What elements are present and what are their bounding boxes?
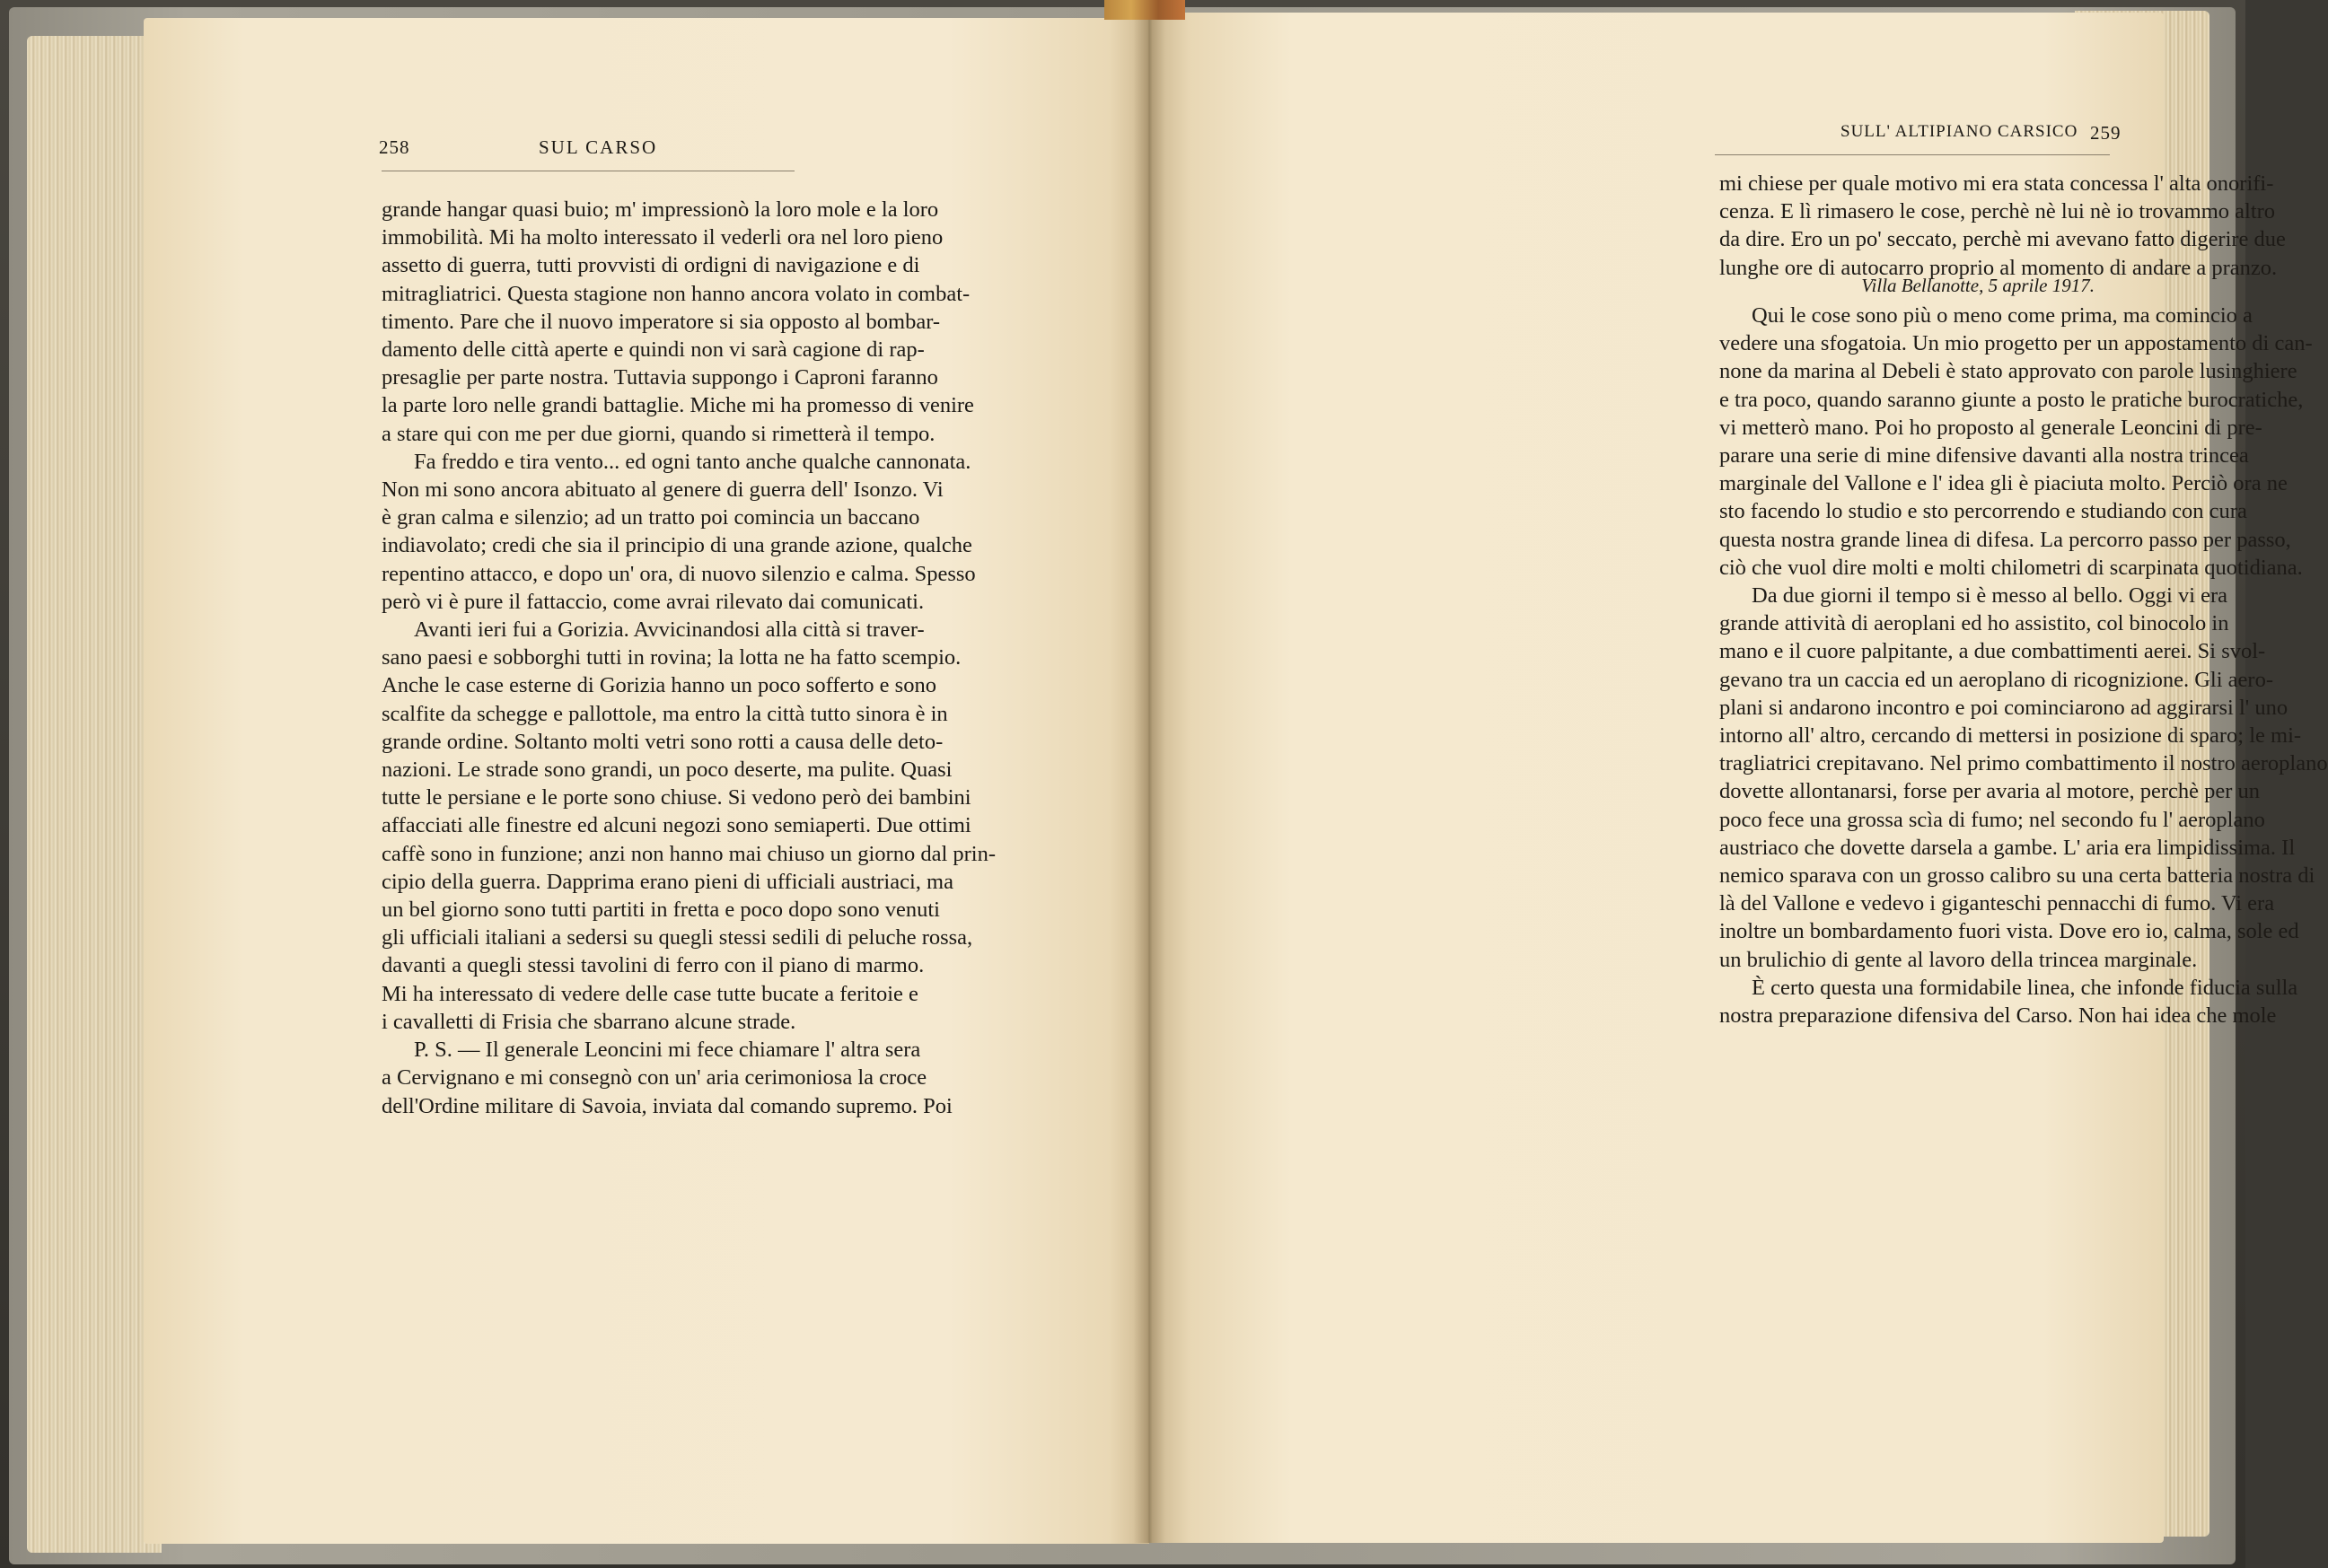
text-line: nazioni. Le strade sono grandi, un poco deserte, ma pulite. Quasi (382, 758, 953, 783)
text-line: indiavolato; credi che sia il principio di una grande azione, qualche (382, 533, 972, 558)
text-line: vi metterò mano. Poi ho proposto al generale Leoncini di pre- (1719, 415, 2262, 440)
right-running-head: SULL' ALTIPIANO CARSICO (1840, 122, 2078, 141)
right-page-number: 259 (2090, 122, 2122, 144)
left-body-text (382, 196, 997, 1120)
text-line: Avanti ieri fui a Gorizia. Avvicinandosi alla città si traver- (414, 618, 925, 643)
right-body-text-top (1719, 170, 2286, 282)
text-line: nemico sparava con un grosso calibro su una certa batteria nostra di (1719, 863, 2315, 889)
text-line: però vi è pure il fattaccio, come avrai rilevato dai comunicati. (382, 589, 925, 614)
text-line: Da due giorni il tempo si è messo al bello. Oggi vi era (1752, 583, 2228, 609)
paragraph (1719, 582, 2328, 974)
text-line: marginale del Vallone e l' idea gli è piaciuta molto. Perciò ora ne (1719, 471, 2288, 496)
left-page (144, 18, 1149, 1544)
text-line: grande attività di aeroplani ed ho assistito, col binocolo in (1719, 611, 2229, 636)
paragraph (382, 448, 976, 616)
text-line: grande hangar quasi buio; m' impressionò la loro mole e la loro (382, 197, 939, 222)
text-line: mano e il cuore palpitante, a due combattimenti aerei. Si svol- (1719, 639, 2266, 664)
text-line: Qui le cose sono più o meno come prima, ma comincio a (1752, 303, 2253, 328)
text-line: presaglie per parte nostra. Tuttavia suppongo i Caproni faranno (382, 365, 938, 390)
text-line: e tra poco, quando saranno giunte a posto le pratiche burocratiche, (1719, 387, 2304, 412)
text-line: Fa freddo e tira vento... ed ogni tanto anche qualche cannonata. (414, 449, 971, 474)
paragraph (382, 616, 997, 1036)
text-line: austriaco che dovette darsela a gambe. L' aria era limpidissima. Il (1719, 835, 2296, 860)
text-line: gevano tra un caccia ed un aeroplano di ricognizione. Gli aero- (1719, 667, 2273, 692)
paragraph (1719, 302, 2313, 582)
text-line: affacciati alle finestre ed alcuni negozi sono semiaperti. Due ottimi (382, 813, 971, 838)
text-line: È certo questa una formidabile linea, che infonde fiducia sulla (1752, 975, 2298, 1000)
text-line: tutte le persiane e le porte sono chiuse. Si vedono però dei bambini (382, 785, 971, 810)
text-line: da dire. Ero un po' seccato, perchè mi avevano fatto digerire due (1719, 227, 2286, 252)
text-line: caffè sono in funzione; anzi non hanno mai chiuso un giorno dal prin- (382, 841, 997, 866)
text-line: a Cervignano e mi consegnò con un' aria cerimoniosa la croce (382, 1065, 927, 1091)
text-line: un brulichio di gente al lavoro della trincea marginale. (1719, 947, 2198, 972)
left-fore-edge (27, 36, 162, 1553)
gutter-shadow (1133, 13, 1165, 1543)
text-line: intorno all' altro, cercando di mettersi in posizione di sparo; le mi- (1719, 723, 2302, 749)
text-line: sano paesi e sobborghi tutti in rovina; la lotta ne ha fatto scempio. (382, 645, 962, 670)
text-line: a stare qui con me per due giorni, quando si rimetterà il tempo. (382, 421, 936, 446)
text-line: cipio della guerra. Dapprima erano pieni di ufficiali austriaci, ma (382, 869, 953, 894)
text-line: questa nostra grande linea di difesa. La percorro passo per passo, (1719, 527, 2291, 552)
right-header-rule (1715, 154, 2110, 155)
paragraph (1719, 974, 2298, 1029)
text-line: ciò che vuol dire molti e molti chilometri di scarpinata quotidiana. (1719, 555, 2303, 580)
text-line: gli ufficiali italiani a sedersi su quegli stessi sedili di peluche rossa, (382, 925, 973, 950)
text-line: Mi ha interessato di vedere delle case tutte bucate a feritoie e (382, 981, 918, 1006)
text-line: la parte loro nelle grandi battaglie. Miche mi ha promesso di venire (382, 393, 974, 418)
text-line: mi chiese per quale motivo mi era stata concessa l' alta onorifi- (1719, 171, 2274, 196)
text-line: assetto di guerra, tutti provvisti di ordigni di navigazione e di (382, 253, 920, 278)
text-line: Anche le case esterne di Gorizia hanno un poco sofferto e sono (382, 673, 936, 698)
text-line: dovette allontanarsi, forse per avaria al motore, perchè per un (1719, 779, 2261, 804)
bookmark-ribbon (1104, 0, 1185, 20)
text-line: i cavalletti di Frisia che sbarrano alcune strade. (382, 1009, 796, 1034)
text-line: mitragliatrici. Questa stagione non hanno ancora volato in combat- (382, 281, 971, 306)
text-line: Non mi sono ancora abituato al genere di guerra dell' Isonzo. Vi (382, 477, 944, 503)
paragraph (382, 1036, 953, 1120)
text-line: un bel giorno sono tutti partiti in fretta e poco dopo sono venuti (382, 898, 940, 923)
text-line: tragliatrici crepitavano. Nel primo combattimento il nostro aeroplano (1719, 751, 2328, 776)
right-body-text-main (1719, 302, 2328, 1029)
text-line: P. S. — Il generale Leoncini mi fece chiamare l' altra sera (414, 1038, 921, 1063)
text-line: dell'Ordine militare di Savoia, inviata dal comando supremo. Poi (382, 1093, 953, 1118)
text-line: damento delle città aperte e quindi non vi sarà cagione di rap- (382, 337, 925, 363)
text-line: timento. Pare che il nuovo imperatore si sia opposto al bombar- (382, 309, 941, 334)
text-line: repentino attacco, e dopo un' ora, di nuovo silenzio e calma. Spesso (382, 561, 976, 586)
dateline: Villa Bellanotte, 5 aprile 1917. (1861, 275, 2095, 296)
text-line: immobilità. Mi ha molto interessato il vederli ora nel loro pieno (382, 225, 944, 250)
text-line: sto facendo lo studio e sto percorrendo e studiando con cura (1719, 499, 2247, 524)
text-line: plani si andarono incontro e poi cominciarono ad aggirarsi l' uno (1719, 695, 2288, 720)
text-line: vedere una sfogatoia. Un mio progetto per un appostamento di can- (1719, 331, 2313, 356)
text-line: lunghe ore di autocarro proprio al momento di andare a pranzo. (1719, 255, 2278, 280)
right-page (1149, 13, 2328, 1543)
left-running-head: SUL CARSO (539, 136, 658, 158)
text-line: parare una serie di mine difensive davanti alla nostra trincea (1719, 443, 2249, 469)
text-line: cenza. E lì rimasero le cose, perchè nè lui nè io trovammo altro (1719, 199, 2276, 224)
text-line: scalfite da schegge e pallottole, ma entro la città tutto sinora è in (382, 701, 948, 726)
paragraph (382, 196, 974, 448)
text-line: nostra preparazione difensiva del Carso. Non hai idea che mole (1719, 1003, 2277, 1029)
text-line: inoltre un bombardamento fuori vista. Dove ero io, calma, sole ed (1719, 919, 2299, 944)
text-line: davanti a quegli stessi tavolini di ferro con il piano di marmo. (382, 953, 925, 978)
text-line: grande ordine. Soltanto molti vetri sono rotti a causa delle deto- (382, 729, 944, 754)
left-page-number: 258 (379, 136, 410, 158)
paragraph (1719, 170, 2286, 282)
text-line: là del Vallone e vedevo i giganteschi pennacchi di fumo. Vi era (1719, 891, 2275, 916)
text-line: poco fece una grossa scìa di fumo; nel secondo fu l' aeroplano (1719, 807, 2265, 832)
text-line: è gran calma e silenzio; ad un tratto poi comincia un baccano (382, 505, 920, 530)
text-line: none da marina al Debeli è stato approvato con parole lusinghiere (1719, 359, 2297, 384)
